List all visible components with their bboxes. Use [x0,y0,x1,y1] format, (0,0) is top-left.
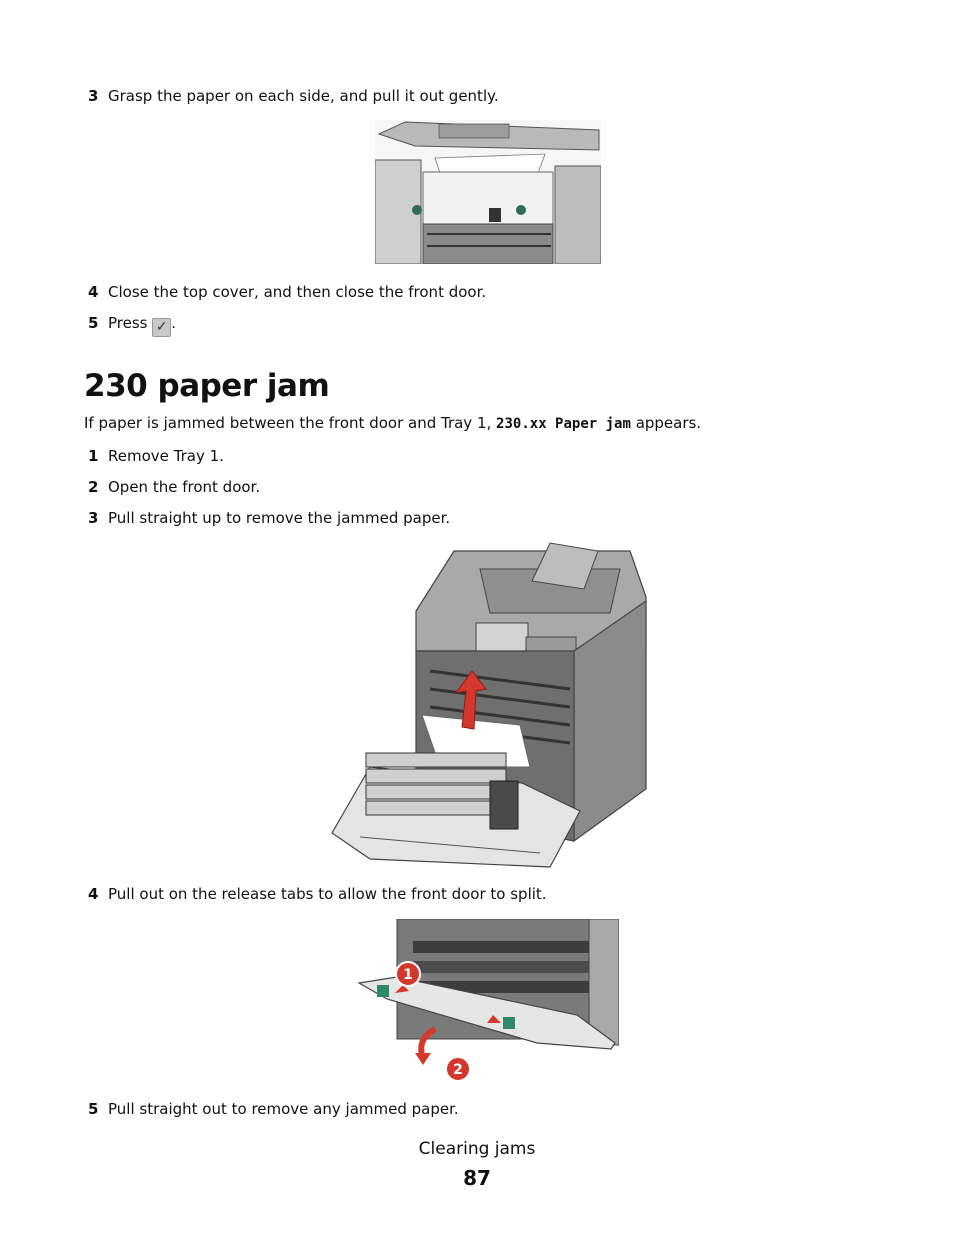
step-text: Grasp the paper on each side, and pull it out gently. [108,87,499,105]
step-suffix: . [171,314,177,332]
callout-2-label: 2 [453,1062,463,1078]
step-number: 2 [88,478,99,496]
checkmark-button-icon: ✓ [152,318,171,337]
step-4 [88,885,547,903]
callout-1-label: 1 [403,967,413,983]
step-text: Press [108,314,148,332]
section-title: 230 paper jam [84,368,330,404]
step-4-top [88,283,486,301]
figure-release-tabs [357,919,619,1083]
step-number: 3 [88,509,99,527]
step-2 [88,478,260,496]
figure-top-cover-paper [375,120,601,264]
step-number: 4 [88,283,99,301]
figure-printer-front-door-open [330,541,648,869]
step-5 [88,1100,459,1118]
step-text: Pull out on the release tabs to allow the front door to split. [108,885,547,903]
section-intro [84,414,701,433]
step-text: Remove Tray 1. [108,447,224,465]
page-number: 87 [463,1166,491,1190]
step-5-top [88,314,176,337]
step-number: 4 [88,885,99,903]
intro-text: If paper is jammed between the front door and Tray 1, [84,414,492,432]
step-text: Open the front door. [108,478,261,496]
step-text: Close the top cover, and then close the front door. [108,283,487,301]
step-1 [88,447,224,465]
step-number: 1 [88,447,99,465]
step-text: Pull straight out to remove any jammed paper. [108,1100,459,1118]
intro-text-end: appears. [635,414,702,432]
step-text: Pull straight up to remove the jammed paper. [108,509,451,527]
error-message-code: 230.xx Paper jam [496,416,631,432]
step-number: 5 [88,314,99,332]
step-3-top [88,87,499,105]
step-3 [88,509,450,527]
step-number: 5 [88,1100,99,1118]
footer-section-title: Clearing jams [418,1139,536,1159]
step-number: 3 [88,87,99,105]
